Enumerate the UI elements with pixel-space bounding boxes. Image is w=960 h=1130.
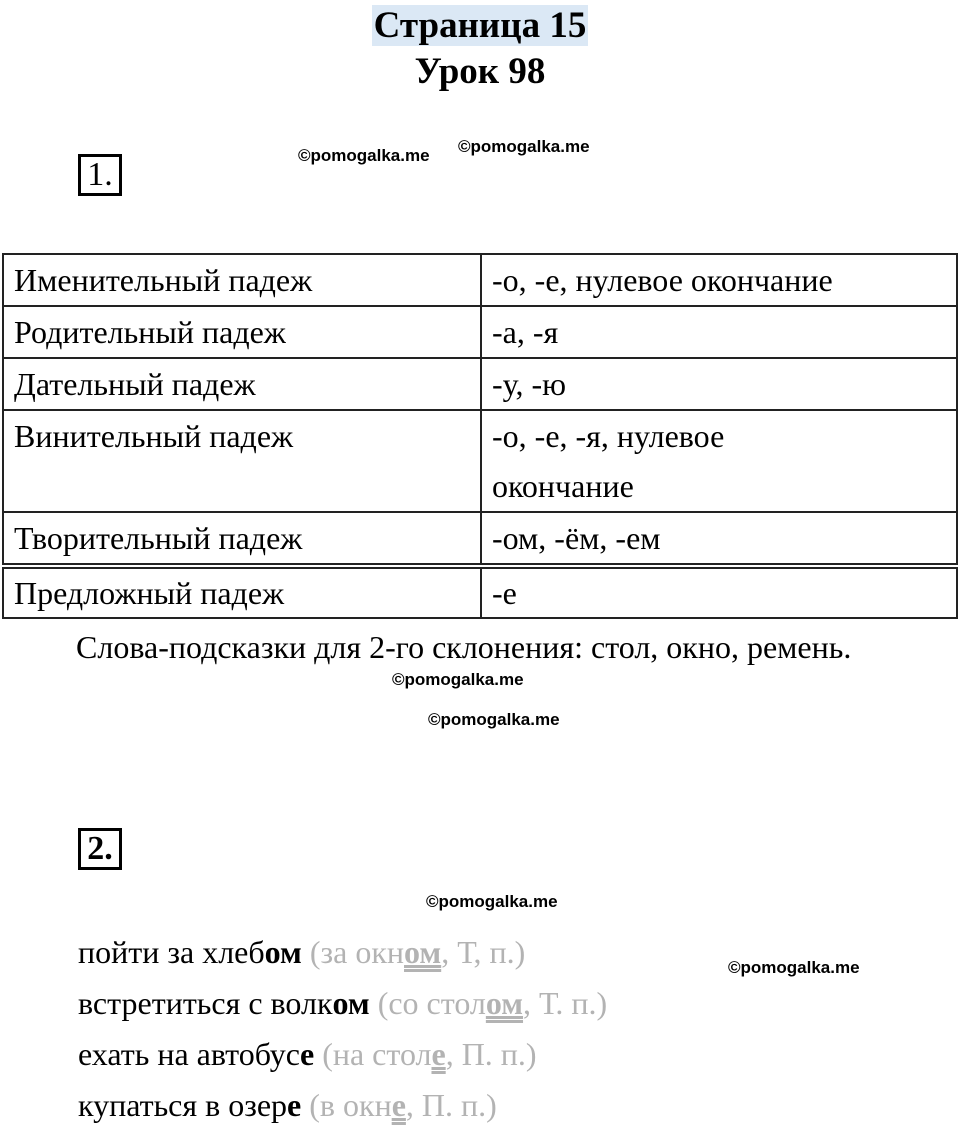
- case-endings: -а, -я: [481, 306, 957, 358]
- hint-open: (за окн: [301, 934, 405, 970]
- case-name: Предложный падеж: [3, 568, 481, 618]
- phrase-ending: ом: [332, 985, 370, 1021]
- hint-close: , Т. п.): [523, 985, 608, 1021]
- lesson-title: Урок 98: [414, 51, 546, 92]
- phrase-stem: встретиться с волк: [78, 985, 333, 1021]
- watermark: ©pomogalka.me: [428, 710, 560, 729]
- hint-close: , Т, п.): [441, 934, 526, 970]
- hint-open: (на стол: [314, 1036, 432, 1072]
- case-name: Родительный падеж: [3, 306, 481, 358]
- phrase-stem: ехать на автобус: [78, 1036, 300, 1072]
- table-row: [3, 254, 957, 306]
- hint-close: , П. п.): [445, 1036, 537, 1072]
- watermark: ©pomogalka.me: [728, 958, 860, 977]
- case-name: Винительный падеж: [3, 410, 481, 512]
- watermark: ©pomogalka.me: [426, 892, 558, 911]
- hint-close: , П. п.): [405, 1087, 497, 1123]
- page-title-text: Страница 15: [373, 5, 587, 46]
- declension-hint: Слова-подсказки для 2-го склонения: стол, окно, ремень.: [76, 629, 852, 665]
- phrase-stem: купаться в озер: [78, 1087, 288, 1123]
- case-endings-table: [2, 253, 958, 565]
- case-endings-table-last: [2, 567, 958, 619]
- hint-open: (в окн: [301, 1087, 392, 1123]
- page-title: [0, 4, 960, 48]
- phrase-ending: е: [287, 1087, 302, 1123]
- phrase-stem: пойти за хлеб: [78, 934, 265, 970]
- phrase-ending: ом: [264, 934, 302, 970]
- phrase-ending: е: [299, 1036, 315, 1072]
- hint-ending: е: [391, 1087, 406, 1123]
- watermark: ©pomogalka.me: [392, 670, 524, 689]
- case-endings: -е: [481, 568, 957, 618]
- example-line: [78, 1080, 497, 1130]
- case-name: Именительный падеж: [3, 254, 481, 306]
- watermark: ©pomogalka.me: [298, 146, 430, 165]
- case-endings: -ом, -ём, -ем: [481, 512, 957, 564]
- table-row: [3, 512, 957, 564]
- table-row: [3, 306, 957, 358]
- case-endings: -о, -е, нулевое окончание: [481, 254, 957, 306]
- hint-ending: ом: [485, 985, 524, 1021]
- example-line: [78, 978, 607, 1028]
- case-endings: -у, -ю: [481, 358, 957, 410]
- task-number-1: 1.: [78, 154, 122, 196]
- hint-ending: е: [431, 1036, 446, 1072]
- hint-open: (со стол: [369, 985, 486, 1021]
- watermark: ©pomogalka.me: [458, 137, 590, 156]
- table-row: [3, 568, 957, 618]
- table-row: [3, 410, 957, 512]
- case-endings: -о, -е, -я, нулевое окончание: [481, 410, 957, 512]
- hint-ending: ом: [404, 934, 442, 970]
- example-line: [78, 1029, 537, 1079]
- task-number-2: 2.: [78, 828, 122, 870]
- example-line: [78, 927, 525, 977]
- table-row: [3, 358, 957, 410]
- case-name: Творительный падеж: [3, 512, 481, 564]
- case-name: Дательный падеж: [3, 358, 481, 410]
